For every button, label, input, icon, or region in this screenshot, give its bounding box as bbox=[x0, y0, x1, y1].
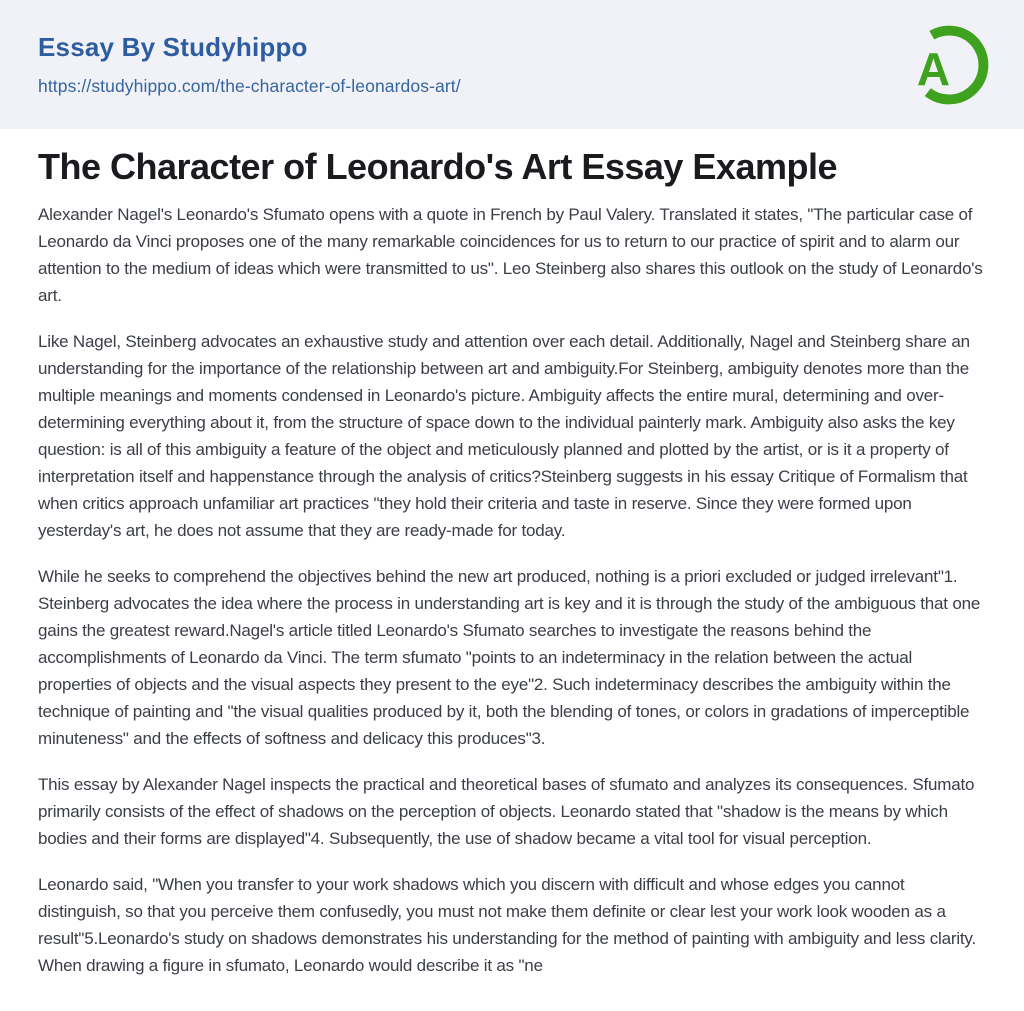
article-paragraph: While he seeks to comprehend the objectives behind the new art produced, nothing is a priori excluded or judged irrelevant"1. Steinberg advocates the idea where the process in understanding art is key and it is through the study of the ambiguous that one gains the greatest reward.Nagel's article titled Leonardo's Sfumato searches to investigate the reasons behind the accomplishments of Leonardo da Vinci. The term sfumato "points to an indeterminacy in the relation between the actual properties of objects and the visual aspects they present to the eye"2. Such indeterminacy describes the ambiguity within the technique of painting and "the visual qualities produced by it, both the blending of tones, or colors in gradations of imperceptible minuteness" and the effects of softness and delicacy this produces"3. bbox=[38, 567, 981, 749]
article-paragraph: Like Nagel, Steinberg advocates an exhaustive study and attention over each detail. Additionally, Nagel and Steinberg share an understanding for the importance of the relationship between art and ambiguity.For Steinberg, ambiguity denotes more than the multiple meanings and moments condensed in Leonardo's picture. Ambiguity affects the entire mural, determining and over-determining everything about it, from the structure of space down to the individual painterly mark. Ambiguity also asks the key question: is all of this ambiguity a feature of the object and meticulously planned and plotted by the artist, or is it a property of interpretation itself and happenstance through the analysis of critics?Steinberg suggests in his essay Critique of Formalism that when critics approach unfamiliar art practices "they hold their criteria and taste in reserve. Since they were formed upon yesterday's art, he does not assume that they are ready-made for today. bbox=[38, 332, 970, 541]
article-paragraph: Leonardo said, "When you transfer to your work shadows which you discern with difficult and whose edges you cannot distinguish, so that you perceive them confusedly, you must not make them definite or clear lest your work look wooden as a result"5.Leonardo's study on shadows demonstrates his understanding for the method of painting with ambiguity and less clarity. When drawing a figure in sfumato, Leonardo would describe it as "ne bbox=[38, 875, 976, 976]
site-title: Essay By Studyhippo bbox=[38, 31, 308, 62]
header-text-block bbox=[38, 32, 461, 97]
article-paragraph: This essay by Alexander Nagel inspects the practical and theoretical bases of sfumato and analyzes its consequences. Sfumato primarily consists of the effect of shadows on the perception of objects. Leonardo stated that "shadow is the means by which bodies and their forms are displayed"4. Subsequently, the use of shadow became a vital tool for visual perception. bbox=[38, 775, 975, 849]
article bbox=[0, 129, 1024, 979]
logo-letter: A bbox=[916, 42, 950, 95]
studyhippo-logo-icon bbox=[908, 24, 990, 106]
article-title: The Character of Leonardo's Art Essay Example bbox=[38, 146, 837, 187]
article-body bbox=[38, 201, 986, 979]
page-header bbox=[0, 0, 1024, 129]
article-url-link[interactable]: https://studyhippo.com/the-character-of-leonardos-art/ bbox=[38, 76, 461, 97]
article-paragraph: Alexander Nagel's Leonardo's Sfumato opens with a quote in French by Paul Valery. Translated it states, "The particular case of Leonardo da Vinci proposes one of the many remarkable coincidences for us to return to our practice of spirit and to alarm our attention to the medium of ideas which were transmitted to us". Leo Steinberg also shares this outlook on the study of Leonardo's art. bbox=[38, 205, 983, 306]
